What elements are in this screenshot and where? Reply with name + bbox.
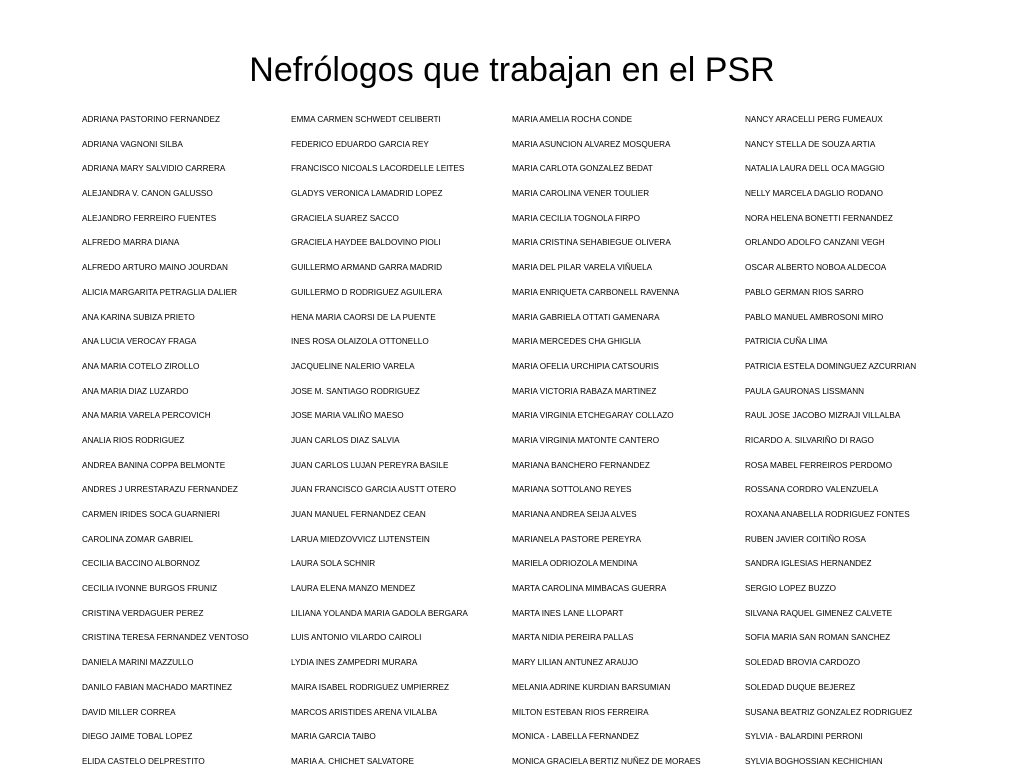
name-list-item: DAVID MILLER CORREA — [82, 707, 176, 717]
name-list-item: PABLO MANUEL AMBROSONI MIRO — [745, 312, 884, 322]
name-list-item: MARIA VIRGINIA ETCHEGARAY COLLAZO — [512, 411, 674, 421]
name-list-item: MARIANELA PASTORE PEREYRA — [512, 534, 641, 544]
name-list-item: PAULA GAURONAS LISSMANN — [745, 386, 865, 396]
name-list-item: DIEGO JAIME TOBAL LOPEZ — [82, 732, 193, 742]
name-list-item: CRISTINA TERESA FERNANDEZ VENTOSO — [82, 633, 249, 643]
name-list-item: RICARDO A. SILVARIÑO DI RAGO — [745, 435, 874, 445]
name-list-item: MONICA GRACIELA BERTIZ NUÑEZ DE MORAES — [512, 756, 701, 766]
name-list-item: MARIA AMELIA ROCHA CONDE — [512, 115, 633, 124]
name-list-item: CECILIA BACCINO ALBORNOZ — [82, 559, 200, 569]
name-list-item: GUILLERMO D RODRIGUEZ AGUILERA — [291, 287, 443, 297]
name-list-item: ANA MARIA COTELO ZIROLLO — [82, 361, 200, 371]
name-list-item: LAURA SOLA SCHNIR — [291, 559, 376, 569]
name-list-item: FEDERICO EDUARDO GARCIA REY — [291, 139, 429, 149]
name-list-item: MAIRA ISABEL RODRIGUEZ UMPIERREZ — [291, 682, 450, 692]
name-list-item: NANCY ARACELLI PERG FUMEAUX — [745, 115, 883, 124]
name-list-item: JUAN CARLOS LUJAN PEREYRA BASILE — [291, 460, 449, 470]
name-list-item: MARIA VICTORIA RABAZA MARTINEZ — [512, 386, 657, 396]
name-list-item: ADRIANA MARY SALVIDIO CARRERA — [82, 164, 226, 174]
name-column-2 — [291, 108, 468, 775]
name-list-item: MARIA DEL PILAR VARELA VIÑUELA — [512, 263, 653, 273]
name-list-item: NANCY STELLA DE SOUZA ARTIA — [745, 139, 876, 149]
name-list-item: MARTA INES LANE LLOPART — [512, 608, 624, 618]
name-list-item: OSCAR ALBERTO NOBOA ALDECOA — [745, 263, 887, 273]
name-list-item: LYDIA INES ZAMPEDRI MURARA — [291, 658, 418, 668]
name-list-item: ANA MARIA VARELA PERCOVICH — [82, 411, 211, 421]
name-list-item: ALFREDO MARRA DIANA — [82, 238, 180, 248]
name-list-item: MARIANA BANCHERO FERNANDEZ — [512, 460, 650, 470]
name-list-item: MARIA ASUNCION ALVAREZ MOSQUERA — [512, 139, 671, 149]
name-list-item: GRACIELA HAYDEE BALDOVINO PIOLI — [291, 238, 441, 248]
name-list-item: JUAN CARLOS DIAZ SALVIA — [291, 435, 400, 445]
name-list-item: ADRIANA VAGNONI SILBA — [82, 139, 183, 149]
name-list-item: JUAN FRANCISCO GARCIA AUSTT OTERO — [291, 485, 456, 495]
name-list-item: MARIA CARLOTA GONZALEZ BEDAT — [512, 164, 653, 174]
name-list-item: CRISTINA VERDAGUER PEREZ — [82, 608, 204, 618]
name-list-item: MARTA NIDIA PEREIRA PALLAS — [512, 633, 634, 643]
name-list-item: ANA KARINA SUBIZA PRIETO — [82, 312, 195, 322]
name-list-item: SYLVIA - BALARDINI PERRONI — [745, 732, 863, 742]
name-list-item: MILTON ESTEBAN RIOS FERREIRA — [512, 707, 649, 717]
name-list-item: ANA LUCIA VEROCAY FRAGA — [82, 337, 197, 347]
name-list-item: MARIA VIRGINIA MATONTE CANTERO — [512, 435, 660, 445]
name-list-item: CARMEN IRIDES SOCA GUARNIERI — [82, 510, 220, 519]
name-list-item: SANDRA IGLESIAS HERNANDEZ — [745, 559, 872, 569]
name-list-item: ANDRES J URRESTARAZU FERNANDEZ — [82, 485, 238, 495]
name-list-item: RUBEN JAVIER COITIÑO ROSA — [745, 534, 866, 544]
name-list-item: GLADYS VERONICA LAMADRID LOPEZ — [291, 189, 443, 199]
name-list-item: MELANIA ADRINE KURDIAN BARSUMIAN — [512, 682, 671, 692]
name-list-item: SILVANA RAQUEL GIMENEZ CALVETE — [745, 608, 893, 618]
name-list-item: GUILLERMO ARMAND GARRA MADRID — [291, 263, 443, 273]
name-list-item: SERGIO LOPEZ BUZZO — [745, 584, 836, 594]
name-list-item: MARIA CAROLINA VENER TOULIER — [512, 189, 650, 199]
name-list-item: NORA HELENA BONETTI FERNANDEZ — [745, 213, 893, 223]
name-list-item: ROSA MABEL FERREIROS PERDOMO — [745, 460, 893, 470]
name-list-item: PATRICIA CUÑA LIMA — [745, 337, 828, 347]
name-list-item: ORLANDO ADOLFO CANZANI VEGH — [745, 238, 885, 248]
name-list-item: RAUL JOSE JACOBO MIZRAJI VILLALBA — [745, 411, 901, 421]
name-list-item: SOLEDAD DUQUE BEJEREZ — [745, 682, 856, 692]
name-list-item: NELLY MARCELA DAGLIO RODANO — [745, 189, 884, 199]
nephrologist-list — [0, 108, 1024, 768]
name-list-item: MARCOS ARISTIDES ARENA VILALBA — [291, 707, 438, 717]
name-list-item: ALEJANDRA V. CANON GALUSSO — [82, 189, 213, 199]
name-list-item: MARIA ENRIQUETA CARBONELL RAVENNA — [512, 287, 680, 297]
name-list-item: FRANCISCO NICOALS LACORDELLE LEITES — [291, 164, 465, 174]
name-list-item: MARIELA ODRIOZOLA MENDINA — [512, 559, 638, 569]
name-list-item: MARY LILIAN ANTUNEZ ARAUJO — [512, 658, 639, 668]
name-list-item: SOLEDAD BROVIA CARDOZO — [745, 658, 861, 668]
name-list-item: JOSE M. SANTIAGO RODRIGUEZ — [291, 386, 420, 396]
name-list-item: DANILO FABIAN MACHADO MARTINEZ — [82, 682, 232, 692]
name-list-item: MARTA CAROLINA MIMBACAS GUERRA — [512, 584, 667, 594]
name-list-item: LAURA ELENA MANZO MENDEZ — [291, 584, 416, 594]
name-list-item: PABLO GERMAN RIOS SARRO — [745, 287, 864, 297]
name-column-3 — [512, 108, 701, 775]
name-list-item: LILIANA YOLANDA MARIA GADOLA BERGARA — [291, 608, 468, 618]
name-list-item: SOFIA MARIA SAN ROMAN SANCHEZ — [745, 633, 891, 643]
name-list-item: MARIANA ANDREA SEIJA ALVES — [512, 510, 637, 519]
name-list-item: MONICA - LABELLA FERNANDEZ — [512, 732, 639, 742]
name-list-item: ALFREDO ARTURO MAINO JOURDAN — [82, 263, 228, 273]
name-list-item: MARIA OFELIA URCHIPIA CATSOURIS — [512, 361, 659, 371]
name-list-item: EMMA CARMEN SCHWEDT CELIBERTI — [291, 115, 441, 124]
page-title: Nefrólogos que trabajan en el PSR — [249, 51, 775, 89]
name-list-item: ALICIA MARGARITA PETRAGLIA DALIER — [82, 287, 237, 297]
name-list-item: HENA MARIA CAORSI DE LA PUENTE — [291, 312, 436, 322]
name-list-item: NATALIA LAURA DELL OCA MAGGIO — [745, 164, 885, 174]
name-list-item: SYLVIA BOGHOSSIAN KECHICHIAN — [745, 756, 883, 766]
name-list-item: JACQUELINE NALERIO VARELA — [291, 361, 415, 371]
name-list-item: ROSSANA CORDRO VALENZUELA — [745, 485, 879, 495]
name-column-1 — [82, 108, 249, 775]
name-list-item: MARIA A. CHICHET SALVATORE — [291, 756, 414, 766]
name-list-item: JUAN MANUEL FERNANDEZ CEAN — [291, 510, 426, 519]
name-list-item: MARIA GARCIA TAIBO — [291, 732, 376, 742]
name-list-item: ALEJANDRO FERREIRO FUENTES — [82, 213, 217, 223]
name-list-item: LUIS ANTONIO VILARDO CAIROLI — [291, 633, 422, 643]
name-list-item: ADRIANA PASTORINO FERNANDEZ — [82, 115, 220, 124]
name-column-4 — [745, 108, 916, 775]
name-list-item: LARUA MIEDZOVVICZ LIJTENSTEIN — [291, 534, 430, 544]
name-list-item: CECILIA IVONNE BURGOS FRUNIZ — [82, 584, 218, 594]
name-list-item: GRACIELA SUAREZ SACCO — [291, 213, 399, 223]
name-list-item: MARIANA SOTTOLANO REYES — [512, 485, 632, 495]
name-list-item: JOSE MARIA VALIÑO MAESO — [291, 411, 404, 421]
name-list-item: CAROLINA ZOMAR GABRIEL — [82, 534, 194, 544]
name-list-item: MARIA CRISTINA SEHABIEGUE OLIVERA — [512, 238, 671, 248]
name-list-item: INES ROSA OLAIZOLA OTTONELLO — [291, 337, 429, 347]
name-list-item: ANA MARIA DIAZ LUZARDO — [82, 386, 189, 396]
name-list-item: MARIA MERCEDES CHA GHIGLIA — [512, 337, 641, 347]
name-list-item: MARIA CECILIA TOGNOLA FIRPO — [512, 213, 641, 223]
name-list-item: ANALIA RIOS RODRIGUEZ — [82, 435, 185, 445]
name-list-item: ELIDA CASTELO DELPRESTITO — [82, 756, 205, 766]
name-list-item: DANIELA MARINI MAZZULLO — [82, 658, 194, 668]
name-list-item: ANDREA BANINA COPPA BELMONTE — [82, 460, 226, 470]
name-list-item: ROXANA ANABELLA RODRIGUEZ FONTES — [745, 510, 910, 519]
name-list-item: PATRICIA ESTELA DOMINGUEZ AZCURRIAN — [745, 361, 917, 371]
name-list-item: SUSANA BEATRIZ GONZALEZ RODRIGUEZ — [745, 707, 913, 717]
name-list-item: MARIA GABRIELA OTTATI GAMENARA — [512, 312, 660, 322]
